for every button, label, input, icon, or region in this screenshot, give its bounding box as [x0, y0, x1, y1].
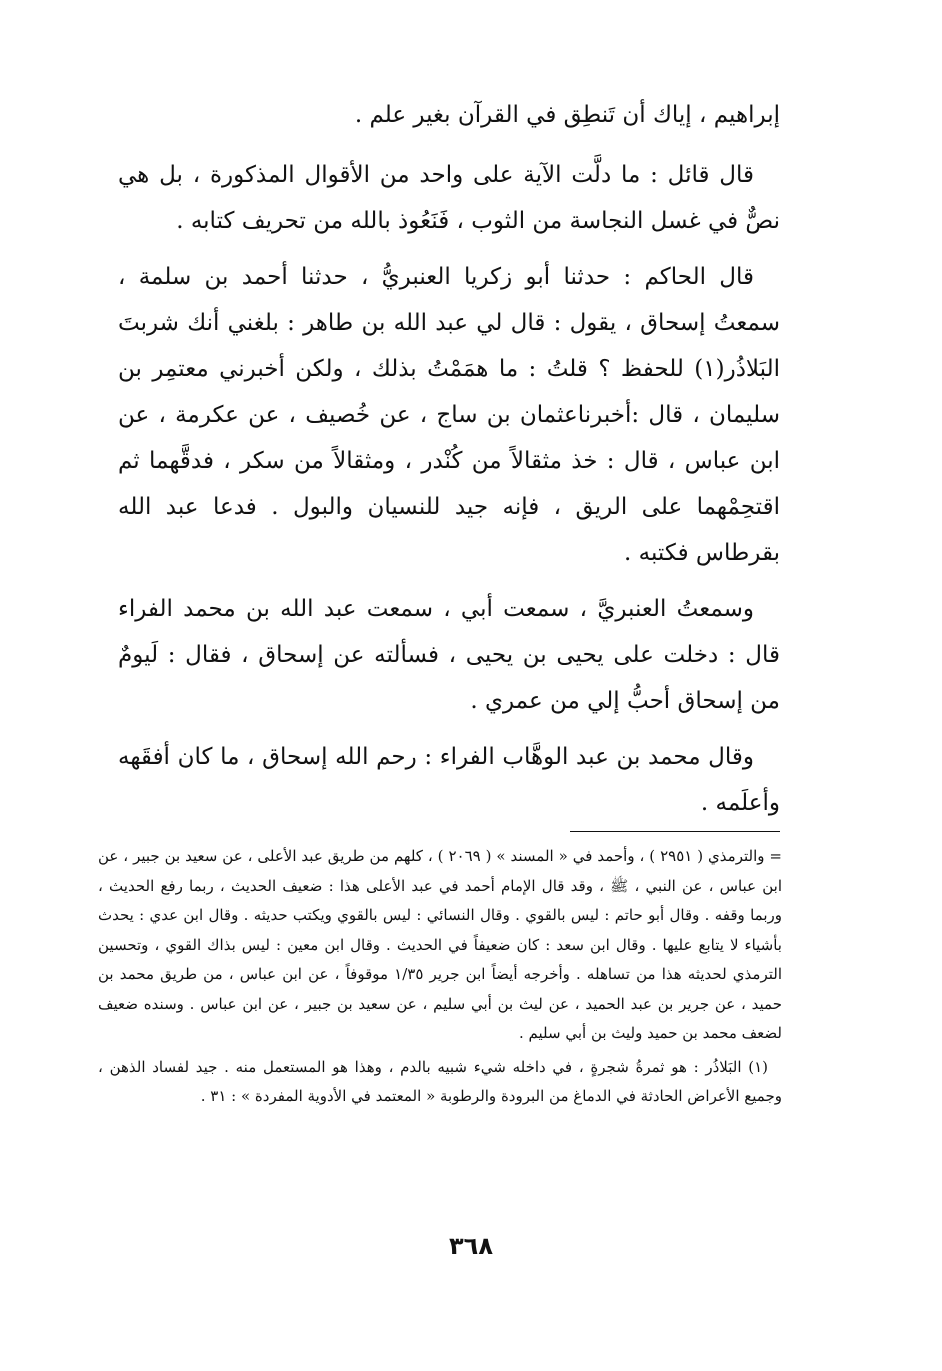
paragraph-4: وسمعتُ العنبريَّ ، سمعت أبي ، سمعت عبد الله بن محمد الفراء قال : دخلت على يحيى بن يحيى ، فسألته عن إسحاق ، فقال : لَيومٌ من إسحاق أحبُّ إلي من عمري . [118, 596, 780, 714]
footnote-separator [570, 831, 780, 832]
paragraph-2: قال قائل : ما دلَّت الآية على واحد من الأقوال المذكورة ، بل هي نصٌّ في غسل النجاسة من الثوب ، فَنَعُوذ بالله من تحريف كتابه . [118, 162, 780, 234]
footnote-continuation: = والترمذي ( ٢٩٥١ ) ، وأحمد في « المسند » ( ٢٠٦٩ ) ، كلهم من طريق عبد الأعلى ، عن سعيد بن جبير ، عن ابن عباس ، عن النبي ، ﷺ ، وقد قال الإمام أحمد في عبد الأعلى هذا : ضعيف الحديث ، ربما رفع الحديث ، وربما وقفه . وقال أبو حاتم : ليس بالقوي . وقال النسائي : ليس بالقوي ويكتب حديثه . وقال ابن عدي : يحدث بأشياء لا يتابع عليها . وقال ابن سعد : كان ضعيفاً في الحديث . وقال ابن معين : ليس بذاك القوي ، وتحسين الترمذي لحديثه هذا من تساهله . وأخرجه أيضاً ابن جرير ١/٣٥ موقوفاً ، عن ابن عباس ، من طريق محمد بن حميد ، عن جرير بن عبد الحميد ، عن ليث بن أبي سليم ، عن سعيد بن جبير ، عن ابن عباس . وسنده ضعيف لضعف محمد بن حميد وليث بن أبي سليم . [98, 847, 782, 1042]
footnotes [98, 842, 782, 1112]
main-text [118, 92, 780, 836]
page-number: ٣٦٨ [449, 1232, 493, 1260]
paragraph-1: إبراهيم ، إياك أن تَنطِق في القرآن بغير علم . [354, 102, 780, 128]
paragraph-3: قال الحاكم : حدثنا أبو زكريا العنبريُّ ، حدثنا أحمد بن سلمة ، سمعتُ إسحاق ، يقول : قال لي عبد الله بن طاهر : بلغني أنك شربتَ البَلاذُر(١) للحفظ ؟ قلتُ : ما همَمْتُ بذلك ، ولكن أخبرني معتمِر بن سليمان ، قال :أخبرناعثمان بن ساج ، عن خُصيف ، عن عكرمة ، عن ابن عباس ، قال : خذ مثقالاً من كُنْدر ، ومثقالاً من سكر ، فدقَّهما ثم اقتحِمْهما على الريق ، فإنه جيد للنسيان والبول . فدعا عبد الله بقرطاس فكتبه . [118, 264, 780, 566]
paragraph-5: وقال محمد بن عبد الوهَّاب الفراء : رحم الله إسحاق ، ما كان أفقَهه وأعلَمه . [118, 744, 780, 816]
footnote-1: (١) البَلاذُر : هو ثمرةُ شجرةٍ ، في داخله شيء شبيه بالدم ، وهذا هو المستعمل منه . جيد لفساد الذهن ، وجميع الأعراض الحادثة في الدماغ من البرودة والرطوبة « المعتمد في الأدوية المفردة » : ٣١ . [98, 1057, 782, 1105]
